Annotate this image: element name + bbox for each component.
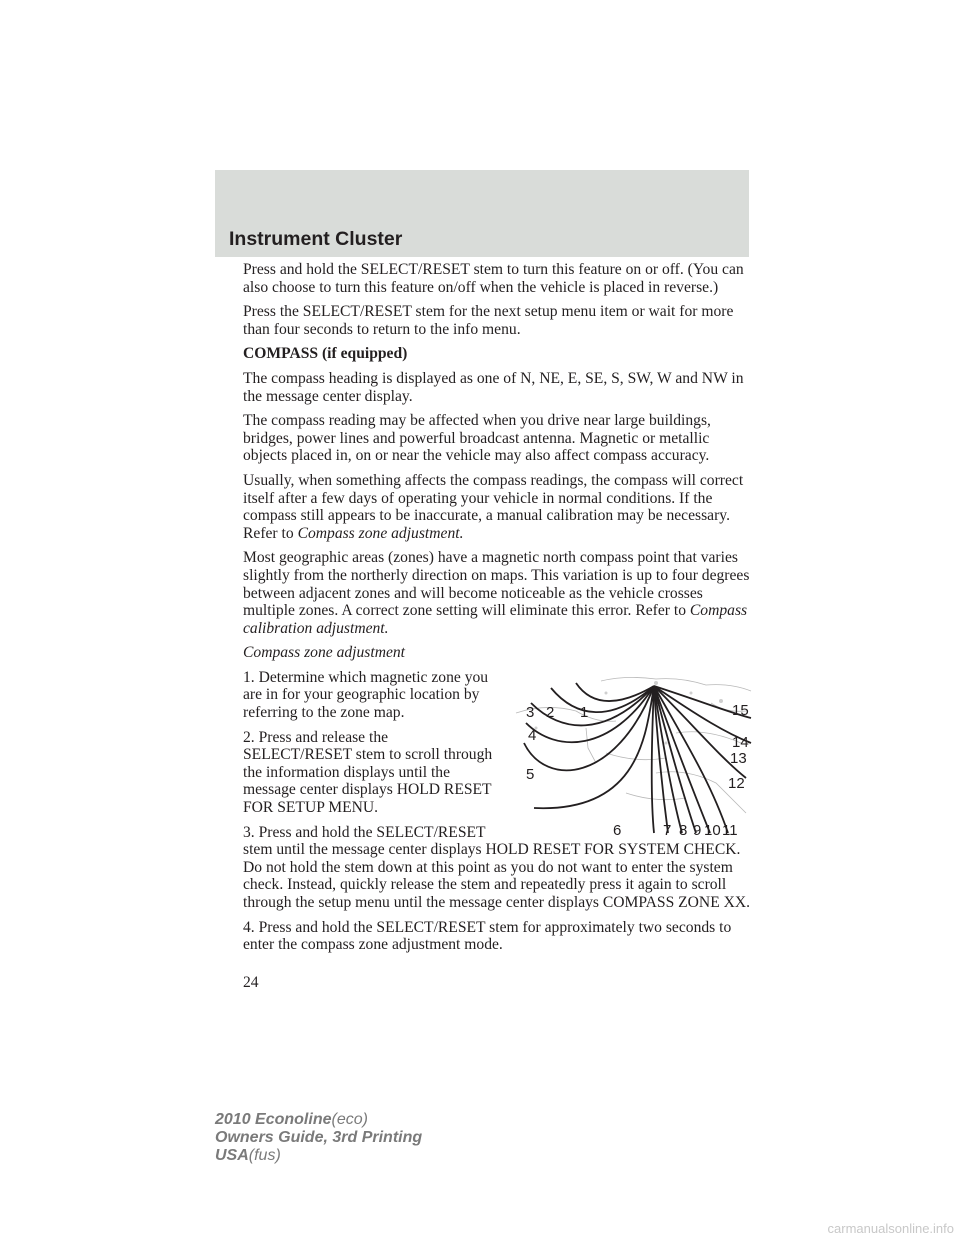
paragraph-compass-interference: The compass reading may be affected when you drive near large buildings, bridges, power lines and powerful broadcast antenna. Magnetic or metallic objects placed in, on or near the vehicle may also affect compass accuracy. — [243, 412, 711, 465]
footer-model-code: (eco) — [331, 1111, 368, 1128]
zone-label-7: 7 — [663, 821, 672, 838]
paragraph-next-menu: Press the SELECT/RESET stem for the next setup menu item or wait for more than four seconds to return to the info menu. — [243, 303, 734, 338]
step-2: 2. Press and release the SELECT/RESET stem to scroll through the information displays until the message center displays HOLD RESET FOR SETUP MENU. — [243, 728, 493, 817]
footer-line-3 — [215, 1147, 422, 1165]
zone-label-5: 5 — [526, 765, 535, 783]
zone-label-3: 3 — [526, 703, 535, 721]
step-3: 3. Press and hold the SELECT/RESET stem until the message center displays HOLD RESET FOR SYSTEM CHECK. Do not hold the stem down at this point as you do not want to enter the system check. Instead, quickly release the stem and repeatedly press it again to scroll through the setup menu until the message center displays COMPASS ZONE XX. — [243, 823, 751, 911]
footer-printing: Owners Guide, 3rd Printing — [215, 1129, 423, 1146]
section-header-band — [215, 170, 749, 257]
section-title: Instrument Cluster — [229, 228, 403, 250]
step-4: 4. Press and hold the SELECT/RESET stem for approximately two seconds to enter the compass zone adjustment mode. — [243, 918, 732, 954]
zone-label-11: 11 — [722, 821, 738, 838]
page-body — [243, 261, 751, 961]
zone-label-4: 4 — [528, 726, 537, 744]
zone-label-10: 10 — [704, 821, 721, 838]
zone-label-6: 6 — [613, 821, 622, 838]
zone-label-1: 1 — [580, 703, 589, 721]
zone-adjustment-subheading: Compass zone adjustment — [243, 644, 406, 662]
zone-label-12: 12 — [728, 774, 745, 792]
zone-label-13: 13 — [730, 749, 747, 767]
footer-line-1 — [215, 1111, 422, 1129]
zone-label-14: 14 — [732, 733, 749, 751]
footer-model: 2010 Econoline — [215, 1111, 332, 1128]
compass-correction-text: Usually, when something affects the compass readings, the compass will correct itself after a few days of operating your vehicle in normal conditions. If the compass still appears to be inaccurate, a manual calibration may be necessary. Refer to — [243, 471, 744, 542]
document-footer — [215, 1111, 422, 1165]
paragraph-compass-display: The compass heading is displayed as one of N, NE, E, SE, S, SW, W and NW in the message center display. — [243, 369, 744, 405]
paragraph-compass-correction — [243, 472, 751, 542]
compass-heading: COMPASS (if equipped) — [243, 345, 408, 363]
footer-line-2 — [215, 1129, 422, 1147]
paragraph-magnetic-zones — [243, 549, 751, 637]
magnetic-zones-text: Most geographic areas (zones) have a magnetic north compass point that varies slightly from the northerly direction on maps. This variation is up to four degrees between adjacent zones and will become noticeable as the vehicle crosses multiple zones. A correct zone setting will eliminate this error. Refer to — [243, 549, 750, 620]
compass-zone-reference: Compass zone adjustment. — [297, 524, 464, 542]
zone-label-2: 2 — [546, 703, 555, 721]
step-1: 1. Determine which magnetic zone you are in for your geographic location by referring to the zone map. — [243, 668, 489, 722]
calibration-reference: Compass calibration adjustment. — [243, 602, 748, 637]
footer-market: USA — [215, 1147, 249, 1164]
zone-map-graphic — [506, 673, 754, 838]
paragraph-feature-toggle: Press and hold the SELECT/RESET stem to turn this feature on or off. (You can also choose to turn this feature on/off when the vehicle is placed in reverse.) — [243, 261, 744, 296]
zone-label-9: 9 — [693, 821, 702, 838]
site-watermark: carmanualsonline.info — [827, 1221, 954, 1236]
zone-label-8: 8 — [679, 821, 688, 838]
footer-market-code: (fus) — [248, 1147, 281, 1164]
page-number: 24 — [243, 974, 259, 991]
compass-zone-map — [506, 673, 754, 838]
zone-label-15: 15 — [732, 701, 749, 719]
